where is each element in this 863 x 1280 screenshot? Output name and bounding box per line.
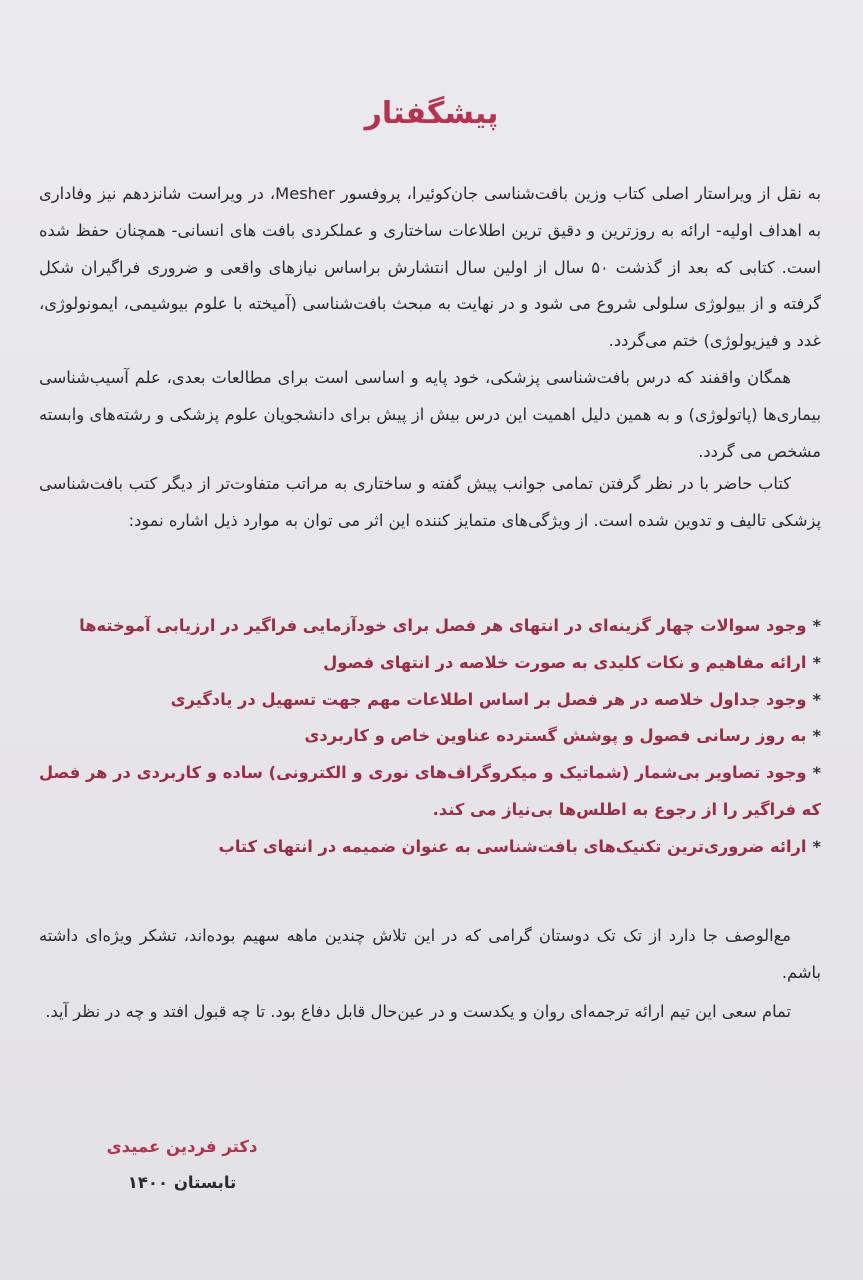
feature-text: ارائه ضروری‌ترین تکنیک‌های بافت‌شناسی به عنوان ضمیمه در انتهای کتاب xyxy=(218,836,807,856)
asterisk-bullet-icon: * xyxy=(812,763,821,783)
asterisk-bullet-icon: * xyxy=(812,836,821,856)
importance-paragraph: همگان واقفند که درس بافت‌شناسی پزشکی، خود پایه و اساسی است برای مطالعات بعدی، علم آسیب‌شناسی بیماری‌ها (پاتولوژی) و به همین دلیل اهمیت این درس بیش از پیش برای دانشجویان علوم پزشکی و رشته‌های وابسته مشخص می گردد. xyxy=(39,368,821,461)
asterisk-bullet-icon: * xyxy=(812,726,821,746)
feature-item xyxy=(39,718,821,755)
features-intro-paragraph: کتاب حاضر با در نظر گرفتن تمامی جوانب پیش گفته و ساختاری به مراتب متفاوت‌تر از دیگر کتب بافت‌شناسی پزشکی تالیف و تدوین شده است. از ویژگی‌های متمایز کننده این اثر می توان به موارد ذیل اشاره نمود: xyxy=(39,474,821,530)
feature-item xyxy=(39,682,821,719)
features-list xyxy=(39,608,821,866)
author-name: دکتر فردین عمیدی xyxy=(106,1137,258,1156)
feature-text: به روز رسانی فصول و پوشش گسترده عناوین خاص و کاربردی xyxy=(304,726,807,746)
asterisk-bullet-icon: * xyxy=(812,652,821,672)
page-title: پیشگفتار xyxy=(364,96,499,131)
signature-date: تابستان ۱۴۰۰ xyxy=(127,1173,237,1192)
asterisk-bullet-icon: * xyxy=(812,689,821,709)
feature-item xyxy=(39,829,821,866)
feature-text: وجود تصاویر بی‌شمار (شماتیک و میکروگراف‌های نوری و الکترونی) ساده و کاربردی در هر فصل که فراگیر را از رجوع به اطلس‌ها بی‌نیاز می کند. xyxy=(39,763,821,819)
feature-item xyxy=(39,755,821,829)
feature-text: ارائه مفاهیم و نکات کلیدی به صورت خلاصه در انتهای فصول xyxy=(323,652,807,672)
closing-paragraph: تمام سعی این تیم ارائه ترجمه‌ای روان و یکدست و در عین‌حال قابل دفاع بود. تا چه قبول افتد و چه در نظر آید. xyxy=(45,1002,791,1021)
asterisk-bullet-icon: * xyxy=(812,616,821,635)
feature-text: وجود جداول خلاصه در هر فصل بر اساس اطلاعات مهم جهت تسهیل در یادگیری xyxy=(170,689,807,709)
thanks-paragraph: مع‌الوصف جا دارد از تک تک دوستان گرامی که در این تلاش چندین ماهه سهیم بوده‌اند، تشکر ویژه‌ای داشته باشم. xyxy=(39,926,821,982)
feature-text: وجود سوالات چهار گزینه‌ای در انتهای هر فصل برای خودآزمایی فراگیر در ارزیابی آموخته‌ها xyxy=(79,616,807,635)
feature-item xyxy=(39,645,821,682)
signature-block xyxy=(102,1130,262,1200)
intro-paragraph: به نقل از ویراستار اصلی کتاب وزین بافت‌شناسی جان‌کوئیرا، پروفسور Mesher، در ویراست شانزدهم نیز وفاداری به اهداف اولیه- ارائه به روزترین و دقیق ترین اطلاعات ساختاری و عملکردی بافت های انسانی- همچنان حفظ شده است. کتابی که بعد از گذشت ۵۰ سال از اولین سال انتشارش براساس نیازهای واقعی و ضروری فراگیران شکل گرفته و از بیولوژی سلولی شروع می شود و در نهایت به مبحث بافت‌شناسی (آمیخته با علوم بیوشیمی، ایمونولوژی، غدد و فیزیولوژی) ختم می‌گردد. xyxy=(39,184,822,351)
feature-item xyxy=(39,608,821,645)
